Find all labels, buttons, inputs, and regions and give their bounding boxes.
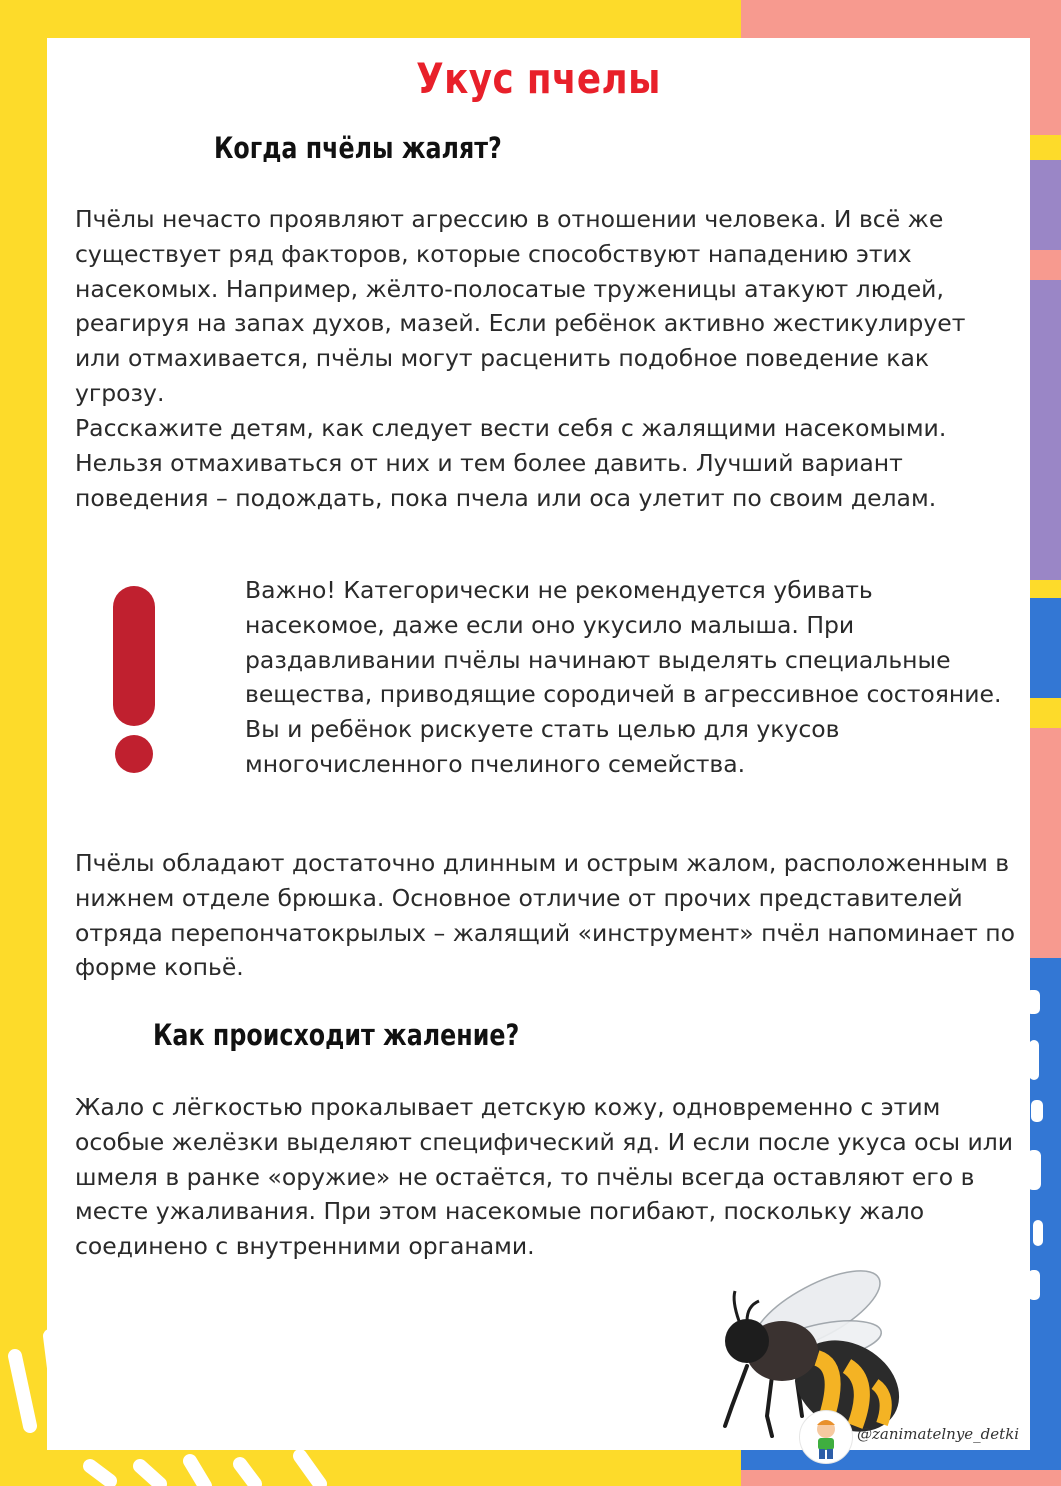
paragraph-behaviour-advice: Расскажите детям, как следует вести себя с жалящими насекомыми. Нельзя отмахиваться от них и тем более давить. Лучший вариант поведения – подождать, пока пчела или оса улетит по своим делам. xyxy=(75,414,947,512)
section-heading-when-bees-sting: Когда пчёлы жалят? xyxy=(214,131,502,165)
exclamation-mark-icon xyxy=(109,586,159,776)
paragraph-aggression: Пчёлы нечасто проявляют агрессию в отношении человека. И всё же существует ряд факторов, которые способствуют нападению этих насекомых. Например, жёлто-полосатые труженицы атакуют людей, реагируя на запах духов, мазей. Если ребёнок активно жестикулирует или отмахивается, пчёлы могут расценить подобное поведение как угрозу. xyxy=(75,205,966,407)
author-handle: @zanimatelnye_detki xyxy=(857,1425,1020,1443)
kid-avatar-icon xyxy=(799,1410,853,1464)
content-card xyxy=(47,38,1030,1450)
paragraph-sting-process: Жало с лёгкостью прокалывает детскую кожу, одновременно с этим особые желёзки выделяют специфический яд. И если после укуса осы или шмеля в ранке «оружие» не остаётся, то пчёлы всегда оставляют его в месте ужаливания. При этом насекомые погибают, поскольку жало соединено с внутренними органами. xyxy=(75,1093,1014,1261)
important-note: Важно! Категорически не рекомендуется убивать насекомое, даже если оно укусило малыша. При раздавливании пчёлы начинают выделять специальные вещества, приводящие сородичей в агрессивное состояние. Вы и ребёнок рискуете стать целью для укусов многочисленного пчелиного семейства. xyxy=(245,576,1002,778)
paragraph-sting-shape: Пчёлы обладают достаточно длинным и острым жалом, расположенным в нижнем отделе брюшка. Основное отличие от прочих представителей отряда перепончатокрылых – жалящий «инструмент» пчёл напоминает по форме копьё. xyxy=(75,849,1015,982)
author-logo xyxy=(799,1410,1020,1462)
page-title: Укус пчелы xyxy=(416,54,661,103)
section-heading-how-stinging-happens: Как происходит жаление? xyxy=(153,1018,520,1052)
